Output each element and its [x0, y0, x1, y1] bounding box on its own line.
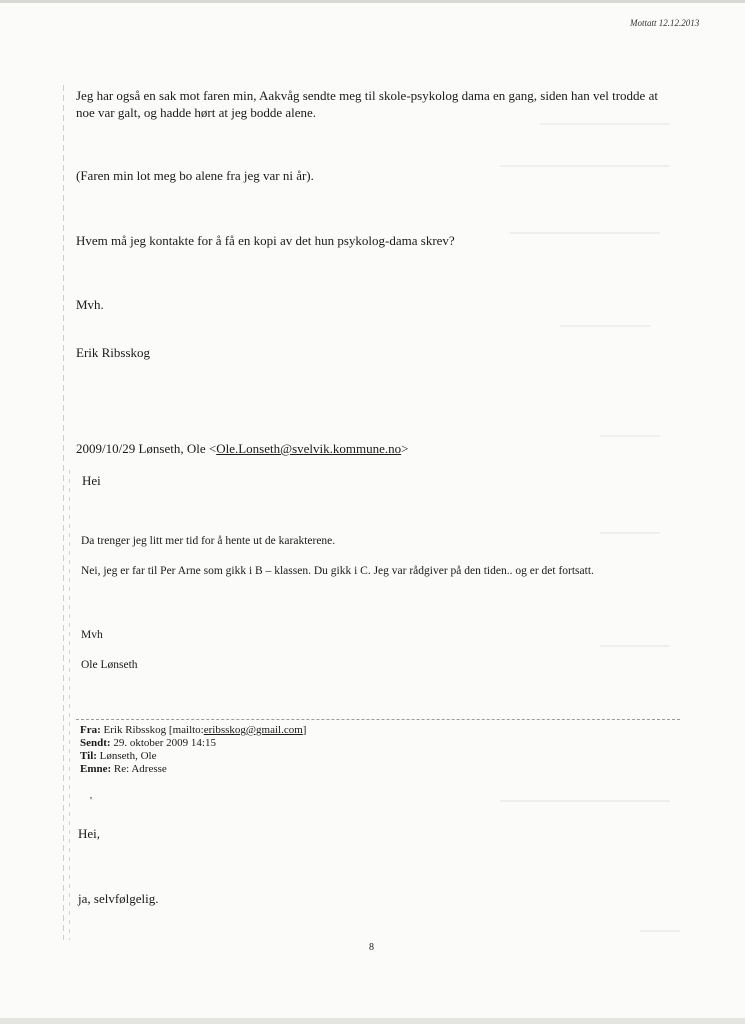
header-to-value: Lønseth, Ole	[99, 750, 157, 762]
header-from-row	[80, 724, 306, 737]
header-separator	[76, 719, 680, 720]
quote-header-prefix: 2009/10/29 Lønseth, Ole <	[76, 441, 217, 456]
body-paragraph-1: Jeg har også en sak mot faren min, Aakvåg sendte meg til skole-psykolog dama en gang, siden han vel trodde at noe var galt, og hadde hørt at jeg bodde alene.	[76, 88, 658, 120]
header-subject-label: Emne:	[80, 763, 112, 775]
header-from-email-link[interactable]: eribsskog@gmail.com	[203, 724, 303, 736]
header-to-row	[80, 750, 306, 763]
header-sent-row	[80, 737, 306, 750]
header-subject-value: Re: Adresse	[113, 763, 167, 775]
quote-header-email-link[interactable]: Ole.Lonseth@svelvik.kommune.no	[216, 441, 402, 456]
reply-line-1: Da trenger jeg litt mer tid for å hente ut de karakterene.	[81, 535, 336, 547]
scan-edge-bottom	[0, 1018, 745, 1024]
reply-line-2: Nei, jeg er far til Per Arne som gikk i B – klassen. Du gikk i C. Jeg var rådgiver på den tiden.. og er det fortsatt.	[81, 565, 594, 577]
reply-greeting: Hei	[82, 473, 101, 488]
body-signoff: Mvh.	[76, 297, 104, 312]
received-stamp: Mottatt 12.12.2013	[630, 18, 700, 28]
header-from-suffix: ]	[302, 724, 307, 736]
scan-edge-top	[0, 0, 745, 3]
body-paragraph-2: (Faren min lot meg bo alene fra jeg var ni år).	[76, 168, 314, 183]
bleed-through-mark	[560, 325, 650, 327]
original-message-header	[80, 724, 306, 776]
stray-mark: '	[90, 795, 92, 807]
body-paragraph-3: Hvem må jeg kontakte for å få en kopi av det hun psykolog-dama skrev?	[76, 233, 455, 248]
header-subject-row	[80, 763, 306, 776]
original-greeting: Hei,	[78, 826, 101, 841]
quote-header	[76, 440, 676, 457]
body-signature: Erik Ribsskog	[76, 345, 151, 360]
bleed-through-mark	[600, 435, 660, 437]
header-sent-value: 29. oktober 2009 14:15	[113, 737, 216, 749]
header-to-label: Til:	[80, 750, 97, 762]
quote-margin-line	[63, 85, 64, 940]
bleed-through-mark	[640, 930, 680, 932]
reply-signoff: Mvh	[81, 629, 103, 641]
bleed-through-mark	[540, 123, 670, 125]
reply-signature: Ole Lønseth	[81, 659, 138, 671]
header-from-label: Fra:	[80, 724, 101, 736]
bleed-through-mark	[500, 800, 670, 802]
header-sent-label: Sendt:	[80, 737, 111, 749]
quote-margin-line-inner	[69, 470, 70, 940]
header-from-value: Erik Ribsskog [mailto:	[103, 724, 204, 736]
page-number: 8	[369, 942, 374, 953]
bleed-through-mark	[600, 645, 670, 647]
quote-header-suffix: >	[401, 441, 409, 456]
original-line: ja, selvfølgelig.	[78, 891, 159, 906]
